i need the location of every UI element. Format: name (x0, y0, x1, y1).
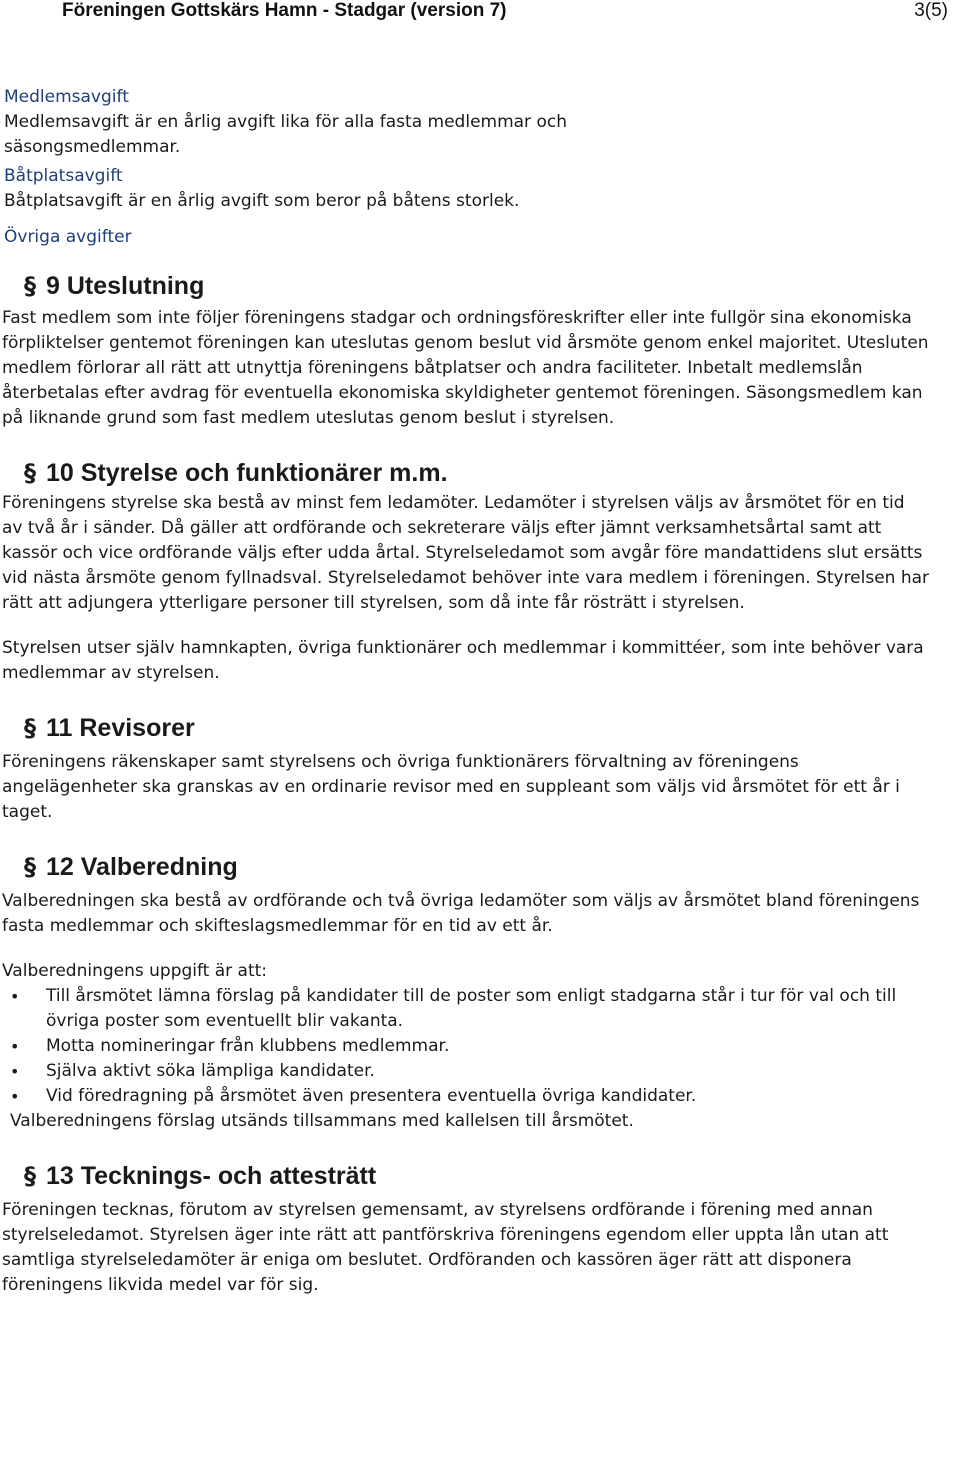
section-9-title: 9 Uteslutning (46, 271, 205, 300)
section-10-title: 10 Styrelse och funktionärer m.m. (46, 458, 448, 487)
section-12-text: Valberedningen ska bestå av ordförande och två övriga ledamöter som väljs av årsmötet bland föreningens fasta medlemmar och skifteslagsmedlemmar för en tid av ett år. (2, 891, 920, 936)
fee-heading-other: Övriga avgifter (4, 227, 132, 247)
section-12-closing: Valberedningens förslag utsänds tillsammans med kallelsen till årsmötet. (10, 1111, 634, 1131)
document-title: Föreningen Gottskärs Hamn - Stadgar (version 7) (62, 0, 507, 21)
paragraph-symbol-icon: § (24, 1162, 36, 1190)
page-header (0, 0, 960, 24)
paragraph-symbol-icon: § (24, 459, 36, 487)
section-13-title: 13 Tecknings- och attesträtt (46, 1161, 377, 1190)
page-number: 3(5) (914, 0, 948, 21)
section-13-heading (24, 1160, 930, 1192)
document-body (0, 84, 930, 1298)
section-9-heading (24, 270, 930, 302)
section-12-title: 12 Valberedning (46, 852, 238, 881)
paragraph-symbol-icon: § (24, 853, 36, 881)
fee-text-member: Medlemsavgift är en årlig avgift lika för alla fasta medlemmar och säsongsmedlemmar. (4, 112, 567, 157)
section-10-text-1: Föreningens styrelse ska bestå av minst fem ledamöter. Ledamöter i styrelsen väljs av årsmötet för en tid av två år i sänder. Då gäller att ordförande och sekreterare väljs efter jämnt verksamhetsårtal samt att kassör och vice ordförande väljs efter udda årtal. Styrelseledamot som avgår före mandattidens slut ersätts vid nästa årsmöte genom fyllnadsval. Styrelseledamot behöver inte vara medlem i föreningen. Styrelsen har rätt att adjungera ytterligare personer till styrelsen, som då inte får rösträtt i styrelsen. (2, 493, 930, 613)
fee-heading-member: Medlemsavgift (4, 87, 129, 107)
list-item: • Själva aktivt söka lämpliga kandidater. (0, 1059, 930, 1084)
paragraph-symbol-icon: § (24, 272, 36, 300)
bullet-icon: • (10, 987, 20, 1006)
section-11-text: Föreningens räkenskaper samt styrelsens och övriga funktionärers förvaltning av föreningens angelägenheter ska granskas av en ordinarie revisor med en suppleant som väljs vid årsmötet för ett år i taget. (2, 752, 900, 822)
list-item: • Till årsmötet lämna förslag på kandidater till de poster som enligt stadgarna står i tur för val och till övriga poster som eventuellt blir vakanta. (10, 986, 897, 1031)
section-9-text: Fast medlem som inte följer föreningens stadgar och ordningsföreskrifter eller inte fullgör sina ekonomiska förpliktelser gentemot föreningen kan uteslutas genom beslut vid årsmöte genom enkel majoritet. Utesluten medlem förlorar all rätt att utnyttja föreningens båtplatser och andra faciliteter. Inbetalt medlemslån återbetalas efter avdrag för eventuella ekonomiska skyldigheter gentemot föreningen. Säsongsmedlem kan på liknande grund som fast medlem uteslutas genom beslut i styrelsen. (2, 308, 929, 428)
section-12-task-intro: Valberedningens uppgift är att: (2, 961, 268, 981)
section-11-heading (24, 712, 930, 744)
section-13-text: Föreningen tecknas, förutom av styrelsen gemensamt, av styrelsens ordförande i förening med annan styrelseledamot. Styrelsen äger inte rätt att pantförskriva föreningens egendom eller uppta lån utan att samtliga styrelseledamöter är eniga om beslutet. Ordföranden och kassören äger rätt att disponera föreningens likvida medel var för sig. (2, 1200, 889, 1295)
section-12-heading (24, 851, 930, 883)
paragraph-symbol-icon: § (24, 714, 36, 742)
bullet-icon: • (10, 1087, 20, 1106)
list-item: • Motta nomineringar från klubbens medlemmar. (0, 1034, 930, 1059)
bullet-icon: • (10, 1062, 20, 1081)
fee-heading-boat: Båtplatsavgift (4, 166, 123, 186)
list-item: • Vid föredragning på årsmötet även presentera eventuella övriga kandidater. (0, 1084, 930, 1109)
section-10-heading (24, 457, 930, 489)
section-11-title: 11 Revisorer (46, 713, 195, 742)
bullet-icon: • (10, 1037, 20, 1056)
section-12-task-list (0, 984, 930, 1109)
fee-text-boat: Båtplatsavgift är en årlig avgift som beror på båtens storlek. (4, 191, 520, 211)
section-10-text-2: Styrelsen utser själv hamnkapten, övriga funktionärer och medlemmar i kommittéer, som inte behöver vara medlemmar av styrelsen. (2, 638, 924, 683)
